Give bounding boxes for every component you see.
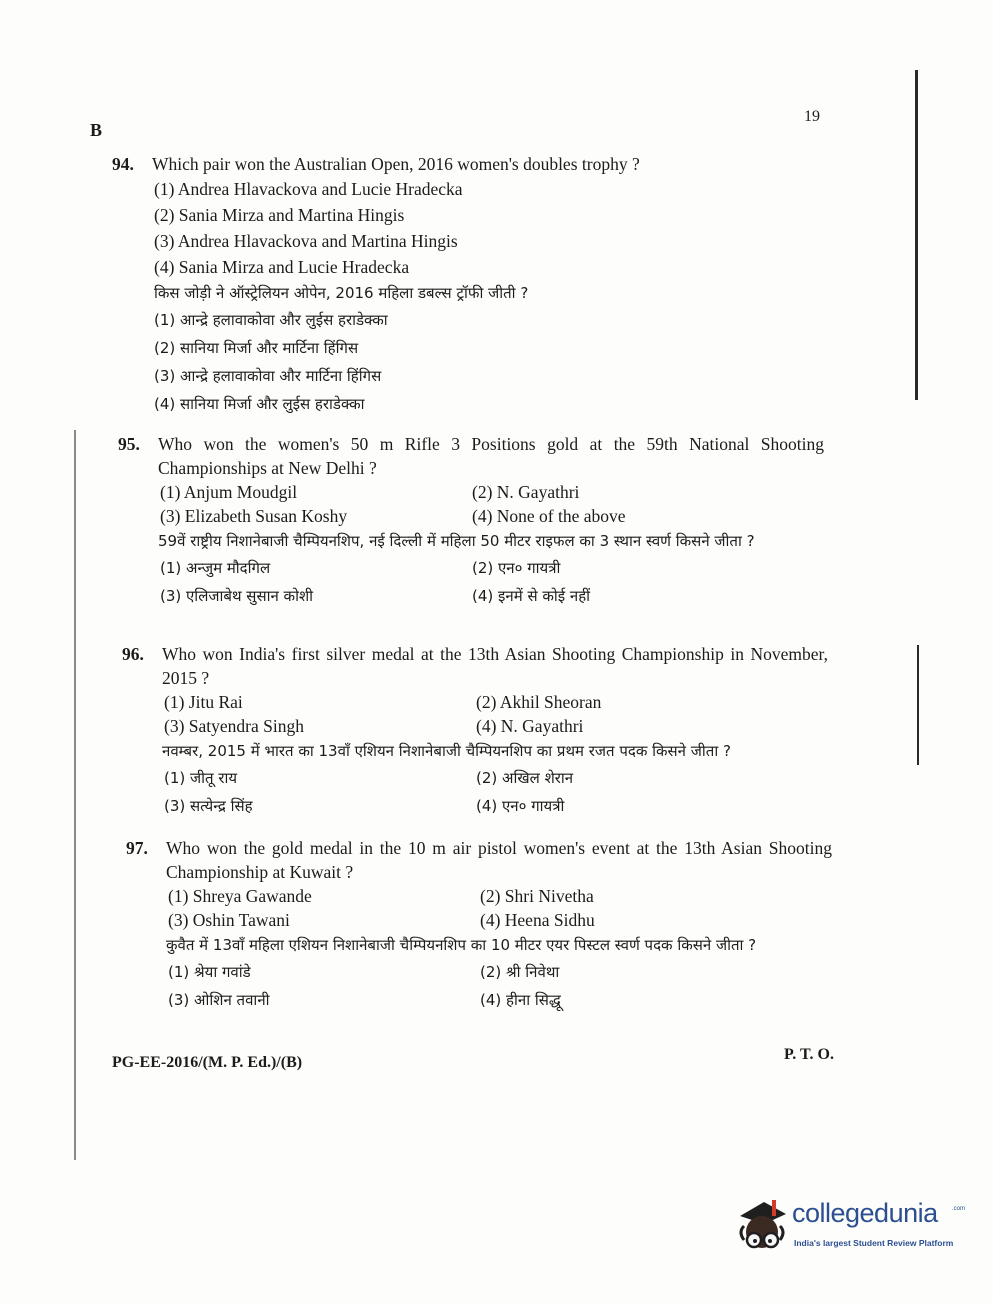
option-1-hi: (1) आन्द्रे हलावाकोवा और लुईस हराडेक्का bbox=[154, 311, 388, 329]
logo-suffix: .com bbox=[952, 1206, 966, 1212]
logo-tagline: India's largest Student Review Platform bbox=[794, 1238, 954, 1248]
option-3-hi: (3) सत्येन्द्र सिंह bbox=[164, 797, 253, 815]
question-text-hi: कुवैत में 13वाँ महिला एशियन निशानेबाजी चैम्पियनशिप का 10 मीटर एयर पिस्टल स्वर्ण पदक किसने जीता ? bbox=[166, 936, 757, 954]
option-3-en: (3) Andrea Hlavackova and Martina Hingis bbox=[154, 231, 458, 251]
question-94 bbox=[112, 152, 824, 418]
option-2-en: (2) Shri Nivetha bbox=[480, 886, 594, 906]
question-text-en: Who won India's first silver medal at the 13th Asian Shooting Championship in November, 2015 ? bbox=[162, 644, 828, 688]
option-4-hi: (4) हीना सिद्धू bbox=[480, 991, 561, 1009]
option-4-en: (4) None of the above bbox=[472, 506, 626, 526]
question-number: 94. bbox=[112, 154, 134, 174]
options-hi bbox=[160, 554, 824, 610]
options-en bbox=[164, 690, 828, 738]
option-3-en: (3) Elizabeth Susan Koshy bbox=[160, 506, 348, 526]
question-text-hi: किस जोड़ी ने ऑस्ट्रेलियन ओपेन, 2016 महिला डबल्स ट्रॉफी जीती ? bbox=[154, 284, 529, 302]
question-number: 95. bbox=[118, 434, 140, 454]
option-4-hi: (4) इनमें से कोई नहीं bbox=[472, 587, 591, 605]
question-text-en: Which pair won the Australian Open, 2016 women's doubles trophy ? bbox=[152, 154, 640, 174]
options-hi bbox=[168, 958, 832, 1014]
question-95 bbox=[118, 432, 824, 610]
scan-edge-right-lower bbox=[917, 645, 919, 765]
option-1-hi: (1) जीतू राय bbox=[164, 769, 238, 787]
question-text-en: Who won the women's 50 m Rifle 3 Positions gold at the 59th National Shooting Championships at New Delhi ? bbox=[158, 434, 824, 478]
option-1-en: (1) Shreya Gawande bbox=[168, 886, 312, 906]
series-letter: B bbox=[90, 120, 103, 140]
option-1-hi: (1) अन्जुम मौदगिल bbox=[160, 559, 271, 577]
option-1-hi: (1) श्रेया गवांडे bbox=[168, 963, 251, 981]
options-hi bbox=[154, 306, 824, 418]
question-text-hi: नवम्बर, 2015 में भारत का 13वाँ एशियन निशानेबाजी चैम्पियनशिप का प्रथम रजत पदक किसने जीता ? bbox=[162, 742, 731, 760]
question-number: 97. bbox=[126, 838, 148, 858]
option-1-en: (1) Andrea Hlavackova and Lucie Hradecka bbox=[154, 179, 463, 199]
scan-edge-left bbox=[74, 430, 76, 1160]
options-en bbox=[154, 176, 824, 280]
options-en bbox=[160, 480, 824, 528]
question-number: 96. bbox=[122, 644, 144, 664]
collegedunia-logo[interactable] bbox=[734, 1196, 964, 1260]
paper-code: PG-EE-2016/(M. P. Ed.)/(B) bbox=[112, 1054, 303, 1071]
scan-edge-right bbox=[915, 70, 918, 400]
option-3-hi: (3) एलिजाबेथ सुसान कोशी bbox=[160, 587, 314, 605]
option-4-en: (4) Sania Mirza and Lucie Hradecka bbox=[154, 257, 410, 277]
option-3-hi: (3) ओशिन तवानी bbox=[168, 991, 270, 1009]
option-2-en: (2) N. Gayathri bbox=[472, 482, 580, 502]
option-3-en: (3) Oshin Tawani bbox=[168, 910, 290, 930]
mascot-icon bbox=[734, 1196, 790, 1256]
option-2-hi: (2) एन० गायत्री bbox=[472, 559, 561, 577]
option-2-hi: (2) अखिल शेरान bbox=[476, 769, 574, 787]
option-2-hi: (2) श्री निवेथा bbox=[480, 963, 560, 981]
option-1-en: (1) Anjum Moudgil bbox=[160, 482, 298, 502]
options-en bbox=[168, 884, 832, 932]
option-4-en: (4) N. Gayathri bbox=[476, 716, 584, 736]
options-hi bbox=[164, 764, 828, 820]
question-96 bbox=[122, 642, 828, 820]
option-2-en: (2) Sania Mirza and Martina Hingis bbox=[154, 205, 405, 225]
option-4-hi: (4) सानिया मिर्जा और लुईस हराडेक्का bbox=[154, 395, 365, 413]
question-text-en: Who won the gold medal in the 10 m air pistol women's event at the 13th Asian Shooting Championship at Kuwait ? bbox=[166, 838, 832, 882]
question-text-hi: 59वें राष्ट्रीय निशानेबाजी चैम्पियनशिप, नई दिल्ली में महिला 50 मीटर राइफल का 3 स्थान स्वर्ण किसने जीता ? bbox=[158, 532, 755, 550]
logo-name: collegedunia bbox=[792, 1198, 938, 1228]
option-3-hi: (3) आन्द्रे हलावाकोवा और मार्टिना हिंगिस bbox=[154, 367, 382, 385]
pto-label: P. T. O. bbox=[784, 1046, 834, 1063]
option-4-en: (4) Heena Sidhu bbox=[480, 910, 595, 930]
page-number: 19 bbox=[804, 108, 820, 125]
option-4-hi: (4) एन० गायत्री bbox=[476, 797, 565, 815]
option-2-hi: (2) सानिया मिर्जा और मार्टिना हिंगिस bbox=[154, 339, 359, 357]
question-97 bbox=[126, 836, 832, 1014]
option-1-en: (1) Jitu Rai bbox=[164, 692, 243, 712]
option-2-en: (2) Akhil Sheoran bbox=[476, 692, 602, 712]
option-3-en: (3) Satyendra Singh bbox=[164, 716, 304, 736]
